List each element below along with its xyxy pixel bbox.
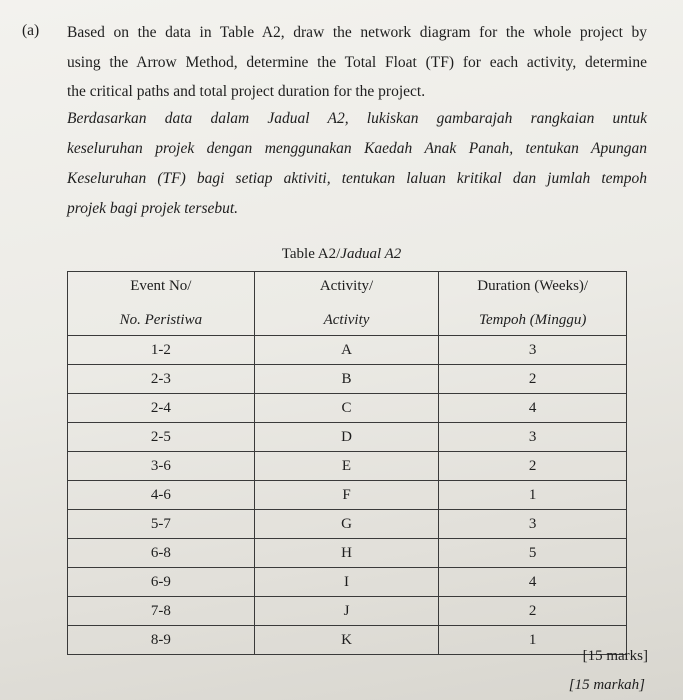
activity-cell: K xyxy=(254,626,439,655)
header-duration-ms: Tempoh (Minggu) xyxy=(439,303,627,336)
event-cell: 2-5 xyxy=(68,423,255,452)
malay-line-1: Berdasarkan data dalam Jadual A2, lukiskan gambarajah rangkaian untuk xyxy=(67,110,647,127)
table-row xyxy=(68,481,627,510)
header-activity-ms: Activity xyxy=(254,303,439,336)
activity-cell: D xyxy=(254,423,439,452)
duration-cell: 4 xyxy=(439,568,627,597)
table-header-row-ms xyxy=(68,303,627,336)
table-caption-ms: Jadual A2 xyxy=(340,246,402,262)
activity-cell: B xyxy=(254,365,439,394)
duration-cell: 2 xyxy=(439,365,627,394)
marks-en: [15 marks] xyxy=(582,648,648,664)
question-malay xyxy=(67,104,647,224)
activity-cell: E xyxy=(254,452,439,481)
duration-cell: 1 xyxy=(439,481,627,510)
data-table xyxy=(67,271,627,655)
table-row xyxy=(68,568,627,597)
table-row xyxy=(68,336,627,365)
duration-cell: 2 xyxy=(439,597,627,626)
duration-cell: 4 xyxy=(439,394,627,423)
activity-cell: I xyxy=(254,568,439,597)
event-cell: 6-8 xyxy=(68,539,255,568)
event-cell: 2-4 xyxy=(68,394,255,423)
event-cell: 6-9 xyxy=(68,568,255,597)
activity-cell: G xyxy=(254,510,439,539)
activity-cell: F xyxy=(254,481,439,510)
duration-cell: 2 xyxy=(439,452,627,481)
malay-line-4: projek bagi projek tersebut. xyxy=(67,200,239,217)
english-line-1: Based on the data in Table A2, draw the network diagram for the whole project by xyxy=(67,24,647,41)
table-caption xyxy=(0,246,683,263)
english-line-2: using the Arrow Method, determine the Total Float (TF) for each activity, determine xyxy=(67,53,647,71)
malay-line-3: Keseluruhan (TF) bagi setiap aktiviti, tentukan laluan kritikal dan jumlah tempoh xyxy=(67,170,647,187)
table-row xyxy=(68,423,627,452)
event-cell: 4-6 xyxy=(68,481,255,510)
event-cell: 5-7 xyxy=(68,510,255,539)
event-cell: 7-8 xyxy=(68,597,255,626)
table-caption-en: Table A2/ xyxy=(281,246,341,262)
activity-cell: J xyxy=(254,597,439,626)
header-duration: Duration (Weeks)/ xyxy=(439,272,627,304)
header-activity: Activity/ xyxy=(254,272,439,304)
table-row xyxy=(68,394,627,423)
header-event-ms: No. Peristiwa xyxy=(68,303,255,336)
duration-cell: 5 xyxy=(439,539,627,568)
activity-cell: C xyxy=(254,394,439,423)
table-row xyxy=(68,510,627,539)
question-label: (a) xyxy=(22,22,40,39)
malay-line-2: keseluruhan projek dengan menggunakan Kaedah Anak Panah, tentukan Apungan xyxy=(67,140,647,157)
table-row xyxy=(68,452,627,481)
event-cell: 2-3 xyxy=(68,365,255,394)
duration-cell: 1 xyxy=(439,626,627,655)
table-row xyxy=(68,365,627,394)
question-english xyxy=(67,18,647,107)
event-cell: 3-6 xyxy=(68,452,255,481)
header-event: Event No/ xyxy=(68,272,255,304)
marks-ms: [15 markah] xyxy=(568,677,645,693)
duration-cell: 3 xyxy=(439,423,627,452)
english-line-3: the critical paths and total project duration for the project. xyxy=(67,83,426,100)
table-row xyxy=(68,626,627,655)
table-row xyxy=(68,597,627,626)
activity-cell: A xyxy=(254,336,439,365)
duration-cell: 3 xyxy=(439,510,627,539)
table-header-row xyxy=(68,272,627,304)
event-cell: 1-2 xyxy=(68,336,255,365)
duration-cell: 3 xyxy=(439,336,627,365)
table-row xyxy=(68,539,627,568)
event-cell: 8-9 xyxy=(68,626,255,655)
activity-cell: H xyxy=(254,539,439,568)
